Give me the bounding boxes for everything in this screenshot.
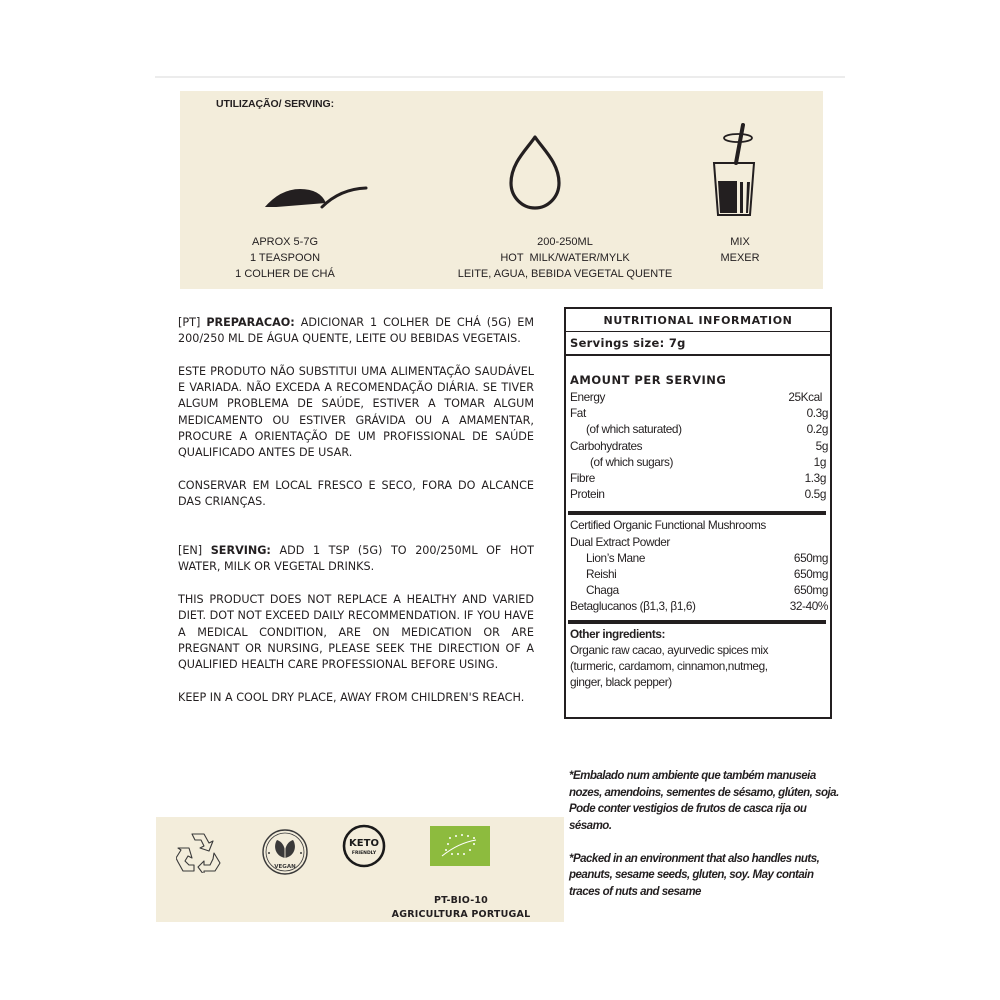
mushroom-row bbox=[566, 550, 830, 566]
step-line: APROX 5-7G bbox=[251, 236, 319, 248]
pt-prep-text: ADICIONAR 1 COLHER DE CHÁ (5G) EM 200/250 ML DE ÁGUA QUENTE, LEITE OU BEBIDAS VEGETAIS. bbox=[178, 316, 534, 346]
serving-title: UTILIZAÇÃO/ SERVING: bbox=[216, 98, 334, 110]
nutrient-value: 0.3g bbox=[806, 406, 828, 421]
en-warning: THIS PRODUCT DOES NOT REPLACE A HEALTHY AND VARIED DIET. DOT NOT EXCEED DAILY RECOMMENDATION. IF YOU HAVE A MEDICAL CONDITION, ARE ON MEDICATION OR ARE PREGNANT OR NURSING, PLEASE SEEK THE DIRECTION OF A QUALIFIED HEALTH CARE PROFESSIONAL BEFORE USING. bbox=[178, 593, 534, 672]
betaglucans-label: Betaglucanos (β1,3, β1,6) bbox=[570, 599, 696, 614]
mushroom-value: 650mg bbox=[793, 583, 828, 598]
serving-step-amount bbox=[210, 234, 360, 282]
en-heading: SERVING: bbox=[210, 544, 271, 558]
mushroom-subheading: Dual Extract Powder bbox=[570, 534, 670, 549]
pt-preparation bbox=[178, 315, 534, 348]
ingredients-line: Organic raw cacao, ayurvedic spices mix bbox=[570, 642, 769, 657]
nutrient-value: 5g bbox=[815, 438, 828, 453]
ingredients-line: (turmeric, cardamom, cinnamon,nutmeg, bbox=[570, 659, 768, 674]
mushroom-value: 650mg bbox=[793, 567, 828, 582]
mushroom-label: Lion’s Mane bbox=[586, 550, 645, 565]
ingredients-line: ginger, black pepper) bbox=[570, 675, 672, 690]
serving-size: Servings size: 7g bbox=[566, 332, 830, 356]
nutrient-value: 25Kcal bbox=[788, 390, 822, 404]
preparation-text bbox=[178, 315, 534, 722]
nutrient-value: 1g bbox=[813, 454, 826, 469]
step-line: MIX bbox=[730, 236, 750, 248]
eu-origin: AGRICULTURA PORTUGAL bbox=[391, 909, 531, 920]
serving-instructions-panel bbox=[180, 91, 823, 289]
pt-warning: ESTE PRODUTO NÃO SUBSTITUI UMA ALIMENTAÇÃO SAUDÁVEL E VARIADA. NÃO EXCEDA A RECOMENDAÇÃO DIÁRIA. SE TIVER ALGUM PROBLEMA DE SAÚDE, ESTIVER A TOMAR ALGUM MEDICAMENTO OU ESTIVER GRÁVIDA OU A AMAMENTAR, PROCURE A ORIENTAÇÃO DE UM PROFISSIONAL DE SAÚDE QUALIFICADO ANTES DE USAR. bbox=[178, 364, 534, 460]
en-serving bbox=[178, 543, 534, 576]
other-ingredients-heading: Other ingredients: bbox=[570, 626, 666, 641]
language-tag: [PT] bbox=[178, 316, 201, 329]
mushroom-row bbox=[566, 582, 830, 598]
nutrition-title: NUTRITIONAL INFORMATION bbox=[566, 309, 830, 332]
step-line: HOT MILK/WATER/MYLK bbox=[500, 252, 630, 264]
betaglucans-row bbox=[566, 598, 830, 614]
en-prep-text: ADD 1 TSP (5G) TO 200/250ML OF HOT WATER, MILK OR VEGETAL DRINKS. bbox=[178, 544, 534, 574]
vegan-badge-text: VEGAN bbox=[274, 864, 296, 870]
mushroom-heading: Certified Organic Functional Mushrooms bbox=[570, 518, 766, 533]
keto-friendly-badge-icon bbox=[342, 824, 386, 868]
nutrient-label: Fat bbox=[570, 406, 586, 421]
nutrient-row bbox=[566, 454, 830, 470]
en-storage: KEEP IN A COOL DRY PLACE, AWAY FROM CHILDREN'S REACH. bbox=[178, 690, 525, 704]
nutrient-label: (of which saturated) bbox=[586, 422, 682, 437]
eu-organic-label bbox=[386, 894, 536, 922]
mushroom-row bbox=[566, 566, 830, 582]
allergen-notice bbox=[569, 768, 844, 917]
other-ingredients-section bbox=[566, 624, 830, 691]
nutrient-row bbox=[566, 405, 830, 421]
spoon-icon bbox=[260, 131, 370, 211]
nutrient-row bbox=[566, 486, 830, 502]
keto-badge-text: KETO bbox=[349, 838, 379, 849]
step-line: 1 COLHER DE CHÁ bbox=[235, 268, 335, 280]
step-line: LEITE, AGUA, BEBIDA VEGETAL QUENTE bbox=[457, 268, 673, 280]
water-drop-icon bbox=[505, 133, 565, 213]
allergen-notice-en: *Packed in an environment that also handles nuts, peanuts, sesame seeds, gluten, soy. May contain traces of nuts and sesame bbox=[569, 852, 820, 898]
eu-logo-background bbox=[430, 826, 490, 866]
step-line: MEXER bbox=[720, 252, 760, 264]
nutrient-label: (of which sugars) bbox=[590, 454, 674, 469]
nutrient-label: Carbohydrates bbox=[570, 438, 643, 453]
nutrient-label: Energy bbox=[570, 390, 605, 404]
amount-per-serving-heading: AMOUNT PER SERVING bbox=[570, 373, 727, 387]
certifications-panel bbox=[156, 817, 564, 922]
keto-badge-subtext: FRIENDLY bbox=[351, 851, 377, 856]
eu-control-code: PT-BIO-10 bbox=[434, 895, 488, 906]
mushroom-label: Chaga bbox=[586, 583, 619, 598]
nutrient-value: 0.2g bbox=[806, 422, 828, 437]
nutrient-row bbox=[566, 421, 830, 437]
mushroom-value: 650mg bbox=[793, 550, 828, 565]
step-line: 1 TEASPOON bbox=[249, 252, 321, 264]
step-line: 200-250ML bbox=[537, 236, 593, 248]
nutrition-facts-table bbox=[564, 307, 832, 719]
mushroom-label: Reishi bbox=[586, 567, 617, 582]
serving-step-mix bbox=[700, 234, 780, 266]
top-divider bbox=[155, 76, 845, 78]
stirring-glass-icon bbox=[710, 119, 760, 219]
allergen-notice-pt: *Embalado num ambiente que também manuseia nozes, amendoins, sementes de sésamo, glúten, soja. Pode conter vestigios de frutos de casca rija ou sésamo. bbox=[569, 770, 839, 832]
pt-storage: CONSERVAR EM LOCAL FRESCO E SECO, FORA DO ALCANCE DAS CRIANÇAS. bbox=[178, 478, 534, 509]
nutrient-row bbox=[566, 438, 830, 454]
pt-heading: PREPARACAO: bbox=[206, 316, 295, 329]
vegan-badge-icon bbox=[261, 828, 309, 876]
eu-organic-leaf-icon bbox=[430, 826, 490, 866]
nutrient-row bbox=[566, 470, 830, 486]
nutrient-row bbox=[566, 389, 830, 405]
betaglucans-value: 32-40% bbox=[789, 599, 828, 614]
nutrient-label: Protein bbox=[570, 487, 605, 502]
language-tag: [EN] bbox=[178, 544, 203, 558]
nutrient-label: Fibre bbox=[570, 471, 595, 486]
mushroom-extract-section bbox=[566, 515, 830, 614]
serving-step-liquid bbox=[430, 234, 700, 282]
nutrient-value: 0.5g bbox=[804, 487, 826, 502]
recycle-icon bbox=[176, 831, 221, 873]
nutrient-value: 1.3g bbox=[804, 471, 826, 486]
